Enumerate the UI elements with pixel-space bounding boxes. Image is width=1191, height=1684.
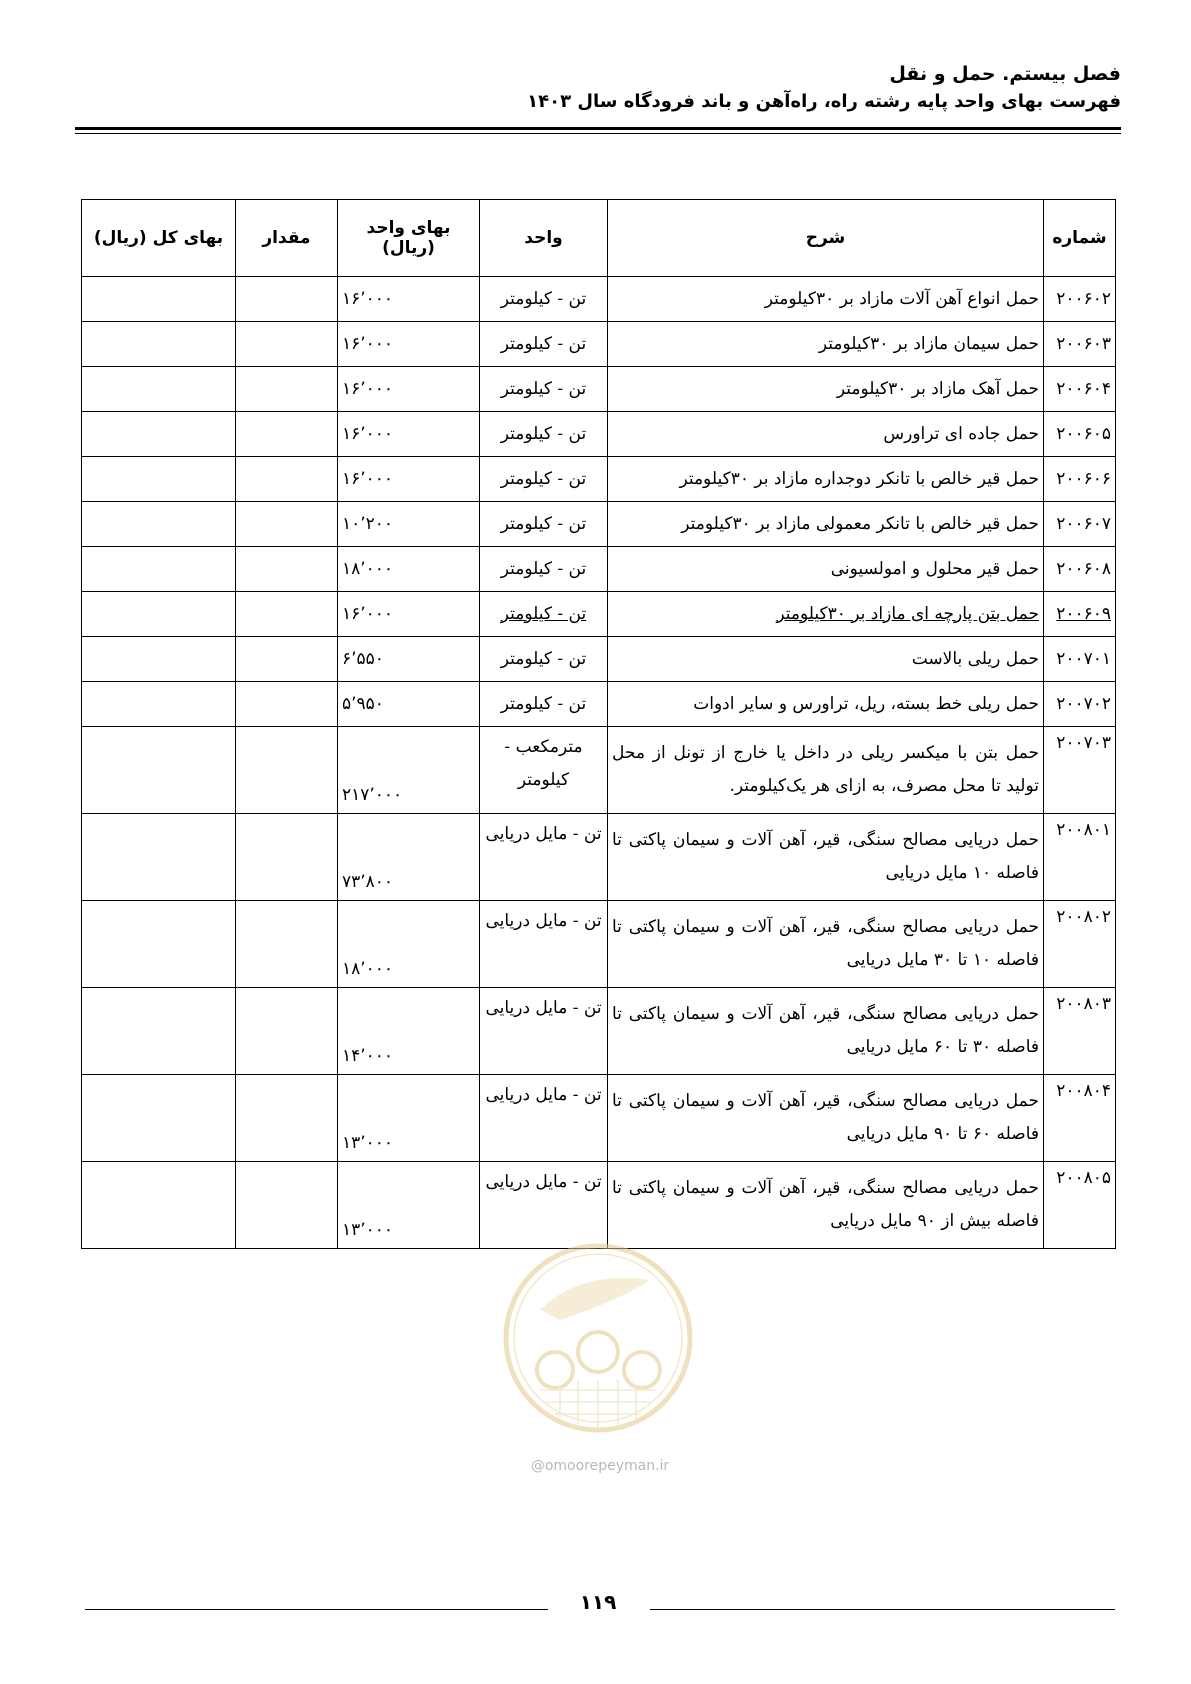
- item-total: [82, 502, 236, 547]
- unit-price-label: بهای واحد: [366, 218, 451, 238]
- watermark-logo: [500, 1240, 696, 1436]
- column-header-number: شماره: [1044, 200, 1116, 277]
- item-unit-price: ۵٬۹۵۰: [338, 682, 480, 727]
- table-header-row: [82, 200, 1116, 277]
- item-quantity: [236, 1075, 338, 1162]
- item-description: [608, 592, 1044, 637]
- item-unit: تن - مایل دریایی: [480, 1162, 608, 1249]
- item-unit-price: ۱۰٬۲۰۰: [338, 502, 480, 547]
- item-quantity: [236, 988, 338, 1075]
- item-description-text: حمل بتن پارچه ای مازاد بر ۳۰کیلومتر: [776, 603, 1039, 624]
- item-unit: تن - کیلومتر: [480, 637, 608, 682]
- price-list-table: [81, 199, 1116, 1249]
- item-number: ۲۰۰۷۰۲: [1044, 682, 1116, 727]
- column-header-unit: واحد: [480, 200, 608, 277]
- table-row: [82, 457, 1116, 502]
- item-unit-price: ۱۶٬۰۰۰: [338, 367, 480, 412]
- item-number: ۲۰۰۸۰۱: [1044, 814, 1116, 901]
- table-row: [82, 727, 1116, 814]
- table-row: [82, 412, 1116, 457]
- item-number: ۲۰۰۶۰۸: [1044, 547, 1116, 592]
- item-total: [82, 727, 236, 814]
- item-unit-price: ۶٬۵۵۰: [338, 637, 480, 682]
- item-unit-price: ۱۶٬۰۰۰: [338, 457, 480, 502]
- table-row: [82, 367, 1116, 412]
- item-number: ۲۰۰۸۰۲: [1044, 901, 1116, 988]
- item-quantity: [236, 412, 338, 457]
- item-number: ۲۰۰۷۰۳: [1044, 727, 1116, 814]
- table-row: [82, 814, 1116, 901]
- item-unit-price: ۱۶٬۰۰۰: [338, 277, 480, 322]
- item-unit-price: ۱۳٬۰۰۰: [338, 1162, 480, 1249]
- item-description: حمل سیمان مازاد بر ۳۰کیلومتر: [608, 322, 1044, 367]
- item-unit: تن - کیلومتر: [480, 502, 608, 547]
- item-unit: تن - مایل دریایی: [480, 814, 608, 901]
- table-row: [82, 1162, 1116, 1249]
- footer-rule-left: [85, 1609, 548, 1610]
- item-description: حمل قیر خالص با تانکر معمولی مازاد بر ۳۰کیلومتر: [608, 502, 1044, 547]
- header-rule-thick: [75, 127, 1121, 130]
- table-row: [82, 682, 1116, 727]
- item-unit-price: ۷۳٬۸۰۰: [338, 814, 480, 901]
- item-total: [82, 592, 236, 637]
- item-unit: تن - کیلومتر: [480, 322, 608, 367]
- item-description: حمل ریلی بالاست: [608, 637, 1044, 682]
- item-total: [82, 901, 236, 988]
- table-row: [82, 547, 1116, 592]
- column-header-total: بهای کل (ریال): [82, 200, 236, 277]
- item-description: حمل ریلی خط بسته، ریل، تراورس و سایر ادوات: [608, 682, 1044, 727]
- item-total: [82, 637, 236, 682]
- header-rule-thin: [75, 133, 1121, 134]
- item-unit-price: ۱۸٬۰۰۰: [338, 901, 480, 988]
- item-unit: تن - کیلومتر: [480, 457, 608, 502]
- item-unit-price: ۱۶٬۰۰۰: [338, 592, 480, 637]
- item-unit-price: ۱۶٬۰۰۰: [338, 412, 480, 457]
- item-quantity: [236, 901, 338, 988]
- page-number: ۱۱۹: [579, 1590, 617, 1614]
- item-description: حمل دریایی مصالح سنگی، قیر، آهن آلات و سیمان پاکتی تا فاصله ۱۰ تا ۳۰ مایل دریایی: [608, 901, 1044, 988]
- item-description: حمل دریایی مصالح سنگی، قیر، آهن آلات و سیمان پاکتی تا فاصله ۱۰ مایل دریایی: [608, 814, 1044, 901]
- item-unit: مترمکعب - کیلومتر: [480, 727, 608, 814]
- item-number: ۲۰۰۸۰۴: [1044, 1075, 1116, 1162]
- item-description: حمل جاده ای تراورس: [608, 412, 1044, 457]
- table-row: [82, 277, 1116, 322]
- item-number: ۲۰۰۶۰۴: [1044, 367, 1116, 412]
- table-row: [82, 502, 1116, 547]
- table-row: [82, 901, 1116, 988]
- chapter-title: فصل بیستم. حمل و نقل: [889, 63, 1121, 85]
- item-quantity: [236, 457, 338, 502]
- item-unit: تن - کیلومتر: [480, 547, 608, 592]
- item-description: حمل دریایی مصالح سنگی، قیر، آهن آلات و سیمان پاکتی تا فاصله بیش از ۹۰ مایل دریایی: [608, 1162, 1044, 1249]
- item-total: [82, 1075, 236, 1162]
- item-quantity: [236, 502, 338, 547]
- item-total: [82, 682, 236, 727]
- item-number: ۲۰۰۶۰۷: [1044, 502, 1116, 547]
- watermark-url: @omoorepeyman.ir: [530, 1458, 670, 1474]
- item-unit: تن - کیلومتر: [480, 412, 608, 457]
- item-unit: تن - کیلومتر: [480, 367, 608, 412]
- item-description: حمل انواع آهن آلات مازاد بر ۳۰کیلومتر: [608, 277, 1044, 322]
- item-unit-price: ۱۳٬۰۰۰: [338, 1075, 480, 1162]
- item-quantity: [236, 367, 338, 412]
- column-header-unit-price: [338, 200, 480, 277]
- item-unit: تن - کیلومتر: [480, 682, 608, 727]
- item-number: [1044, 592, 1116, 637]
- item-total: [82, 277, 236, 322]
- item-total: [82, 457, 236, 502]
- item-unit-price: ۱۸٬۰۰۰: [338, 547, 480, 592]
- item-total: [82, 367, 236, 412]
- item-unit-price: ۱۴٬۰۰۰: [338, 988, 480, 1075]
- item-number: ۲۰۰۶۰۵: [1044, 412, 1116, 457]
- item-unit-price: ۱۶٬۰۰۰: [338, 322, 480, 367]
- item-total: [82, 988, 236, 1075]
- table-row: [82, 1075, 1116, 1162]
- item-total: [82, 814, 236, 901]
- item-quantity: [236, 814, 338, 901]
- item-quantity: [236, 277, 338, 322]
- item-total: [82, 412, 236, 457]
- item-unit: تن - مایل دریایی: [480, 901, 608, 988]
- item-number: ۲۰۰۷۰۱: [1044, 637, 1116, 682]
- item-unit: [480, 592, 608, 637]
- footer-rule-right: [650, 1609, 1115, 1610]
- table-row: [82, 322, 1116, 367]
- item-number: ۲۰۰۸۰۳: [1044, 988, 1116, 1075]
- item-unit-price: ۲۱۷٬۰۰۰: [338, 727, 480, 814]
- item-unit: تن - مایل دریایی: [480, 1075, 608, 1162]
- table-row: [82, 988, 1116, 1075]
- page-header: [75, 60, 1121, 116]
- item-description: حمل قیر خالص با تانکر دوجداره مازاد بر ۳۰کیلومتر: [608, 457, 1044, 502]
- item-description: حمل آهک مازاد بر ۳۰کیلومتر: [608, 367, 1044, 412]
- item-number: ۲۰۰۸۰۵: [1044, 1162, 1116, 1249]
- item-number-text: ۲۰۰۶۰۹: [1056, 604, 1111, 624]
- item-number: ۲۰۰۶۰۳: [1044, 322, 1116, 367]
- item-description: حمل دریایی مصالح سنگی، قیر، آهن آلات و سیمان پاکتی تا فاصله ۳۰ تا ۶۰ مایل دریایی: [608, 988, 1044, 1075]
- column-header-description: شرح: [608, 200, 1044, 277]
- item-quantity: [236, 1162, 338, 1249]
- unit-price-currency: (ریال): [382, 238, 435, 258]
- item-number: ۲۰۰۶۰۲: [1044, 277, 1116, 322]
- item-total: [82, 322, 236, 367]
- table-row: [82, 637, 1116, 682]
- item-quantity: [236, 592, 338, 637]
- item-description: حمل دریایی مصالح سنگی، قیر، آهن آلات و سیمان پاکتی تا فاصله ۶۰ تا ۹۰ مایل دریایی: [608, 1075, 1044, 1162]
- item-description: حمل قیر محلول و امولسیونی: [608, 547, 1044, 592]
- item-number: ۲۰۰۶۰۶: [1044, 457, 1116, 502]
- item-quantity: [236, 682, 338, 727]
- item-quantity: [236, 322, 338, 367]
- item-total: [82, 547, 236, 592]
- item-quantity: [236, 727, 338, 814]
- item-unit: تن - کیلومتر: [480, 277, 608, 322]
- column-header-quantity: مقدار: [236, 200, 338, 277]
- item-unit: تن - مایل دریایی: [480, 988, 608, 1075]
- item-unit-text: تن - کیلومتر: [500, 603, 587, 624]
- table-row: [82, 592, 1116, 637]
- item-total: [82, 1162, 236, 1249]
- document-subtitle: فهرست بهای واحد پایه رشته راه، راه‌آهن و باند فرودگاه سال ۱۴۰۳: [527, 91, 1121, 112]
- item-quantity: [236, 637, 338, 682]
- item-description: حمل بتن با میکسر ریلی در داخل یا خارج از تونل از محل تولید تا محل مصرف، به ازای هر یک‌کیلومتر.: [608, 727, 1044, 814]
- item-quantity: [236, 547, 338, 592]
